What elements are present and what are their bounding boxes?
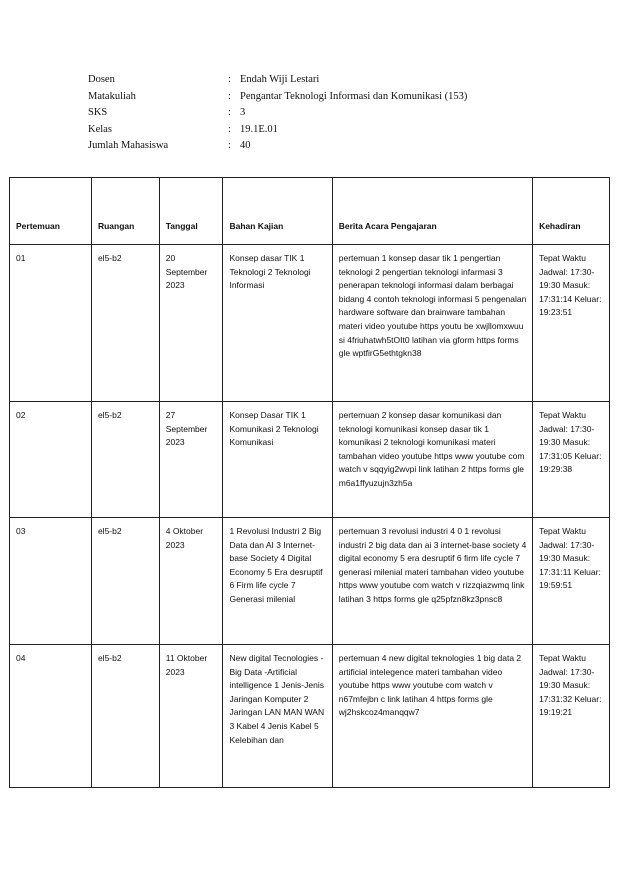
cell-pertemuan: 03 — [10, 518, 92, 645]
cell-ruangan: el5-b2 — [91, 245, 159, 402]
info-row-sks — [88, 105, 467, 122]
attendance-table — [9, 177, 610, 788]
info-colon: : — [228, 74, 231, 85]
cell-pertemuan: 04 — [10, 645, 92, 788]
info-label: SKS — [88, 107, 108, 118]
info-colon: : — [228, 140, 231, 151]
table-row — [10, 402, 610, 518]
info-row-dosen — [88, 72, 467, 89]
info-value: 3 — [240, 107, 246, 118]
header-kehadiran: Kehadiran — [533, 178, 610, 245]
cell-berita-acara: pertemuan 3 revolusi industri 4 0 1 revolusi industri 2 big data dan ai 3 internet-base society 4 digital economy 5 era desruptif 6 firm life cycle 7 generasi milenial materi tambahan video youtube https www youtube com watch v rizzqiazwmq link latihan 3 https forms gle q25pfzn8kz3pnsc8 — [332, 518, 532, 645]
info-label: Kelas — [88, 123, 112, 135]
info-value: Endah Wiji Lestari — [240, 74, 320, 85]
cell-bahan-kajian: Konsep Dasar TIK 1 Komunikasi 2 Teknologi Komunikasi — [223, 402, 332, 518]
cell-bahan-kajian: Konsep dasar TIK 1 Teknologi 2 Teknologi Informasi — [223, 245, 332, 402]
cell-kehadiran: Tepat Waktu Jadwal: 17:30-19:30 Masuk: 17:31:32 Keluar: 19:19:21 — [533, 645, 610, 788]
info-value: Pengantar Teknologi Informasi dan Komunikasi (153) — [240, 90, 468, 102]
cell-tanggal: 4 Oktober 2023 — [159, 518, 223, 645]
cell-ruangan: el5-b2 — [91, 518, 159, 645]
info-value: 40 — [240, 140, 251, 151]
info-label: Dosen — [88, 74, 115, 85]
cell-ruangan: el5-b2 — [91, 402, 159, 518]
cell-tanggal: 11 Oktober 2023 — [159, 645, 223, 788]
cell-tanggal: 20 September 2023 — [159, 245, 223, 402]
info-row-matakuliah — [88, 89, 467, 106]
info-row-kelas — [88, 122, 467, 139]
cell-kehadiran: Tepat Waktu Jadwal: 17:30-19:30 Masuk: 17:31:11 Keluar: 19:59:51 — [533, 518, 610, 645]
info-label: Matakuliah — [88, 90, 136, 102]
table-row — [10, 245, 610, 402]
header-ruangan: Ruangan — [91, 178, 159, 245]
table-row — [10, 645, 610, 788]
cell-berita-acara: pertemuan 1 konsep dasar tik 1 pengertian teknologi 2 pengertian teknologi infarmasi 3 penerapan teknologi informasi dalam berbagai bidang 4 contoh teknologi informasi 5 pengenalan hardware software dan brainware tambahan materi video youtube https youtu be xwjllomxwuu si 4friuhatwh5tOIt0 latihan via gform https forms gle wptfirG5ethtgkn38 — [332, 245, 532, 402]
cell-ruangan: el5-b2 — [91, 645, 159, 788]
cell-pertemuan: 02 — [10, 402, 92, 518]
info-colon: : — [228, 123, 231, 135]
cell-pertemuan: 01 — [10, 245, 92, 402]
cell-kehadiran: Tepat Waktu Jadwal: 17:30-19:30 Masuk: 17:31:05 Keluar: 19:29:38 — [533, 402, 610, 518]
info-colon: : — [228, 107, 231, 118]
cell-berita-acara: pertemuan 2 konsep dasar komunikasi dan teknologi komunikasi konsep dasar tik 1 komunikasi 2 teknologi komunikasi materi tambahan video youtube https www youtube com watch v sqqyig2wvpi link latihan 2 https forms gle m6a1ffyuzujn3zh5a — [332, 402, 532, 518]
info-value: 19.1E.01 — [240, 123, 278, 135]
header-tanggal: Tanggal — [159, 178, 223, 245]
course-info — [88, 72, 467, 155]
info-row-jumlah-mahasiswa — [88, 138, 467, 155]
info-label: Jumlah Mahasiswa — [88, 140, 169, 151]
cell-bahan-kajian: 1 Revolusi Industri 2 Big Data dan AI 3 Internet-base Society 4 Digital Economy 5 Era desruptif 6 Firm life cycle 7 Generasi milenial — [223, 518, 332, 645]
table-row — [10, 518, 610, 645]
cell-tanggal: 27 September 2023 — [159, 402, 223, 518]
cell-bahan-kajian: New digital Tecnologies -Big Data -Artificial intelligence 1 Jenis-Jenis Jaringan Komputer 2 Jaringan LAN MAN WAN 3 Kabel 4 Jenis Kabel 5 Kelebihan dan — [223, 645, 332, 788]
cell-kehadiran: Tepat Waktu Jadwal: 17:30-19:30 Masuk: 17:31:14 Keluar: 19:23:51 — [533, 245, 610, 402]
header-berita-acara: Berita Acara Pengajaran — [332, 178, 532, 245]
info-colon: : — [228, 90, 231, 102]
header-bahan-kajian: Bahan Kajian — [223, 178, 332, 245]
cell-berita-acara: pertemuan 4 new digital teknologies 1 big data 2 artificial intelegence materi tambahan video youtube https www youtube com watch v n67mfejbn c link latihan 4 https forms gle wj2hskcoz4manqqw7 — [332, 645, 532, 788]
header-pertemuan: Pertemuan — [10, 178, 92, 245]
table-header-row — [10, 178, 610, 245]
